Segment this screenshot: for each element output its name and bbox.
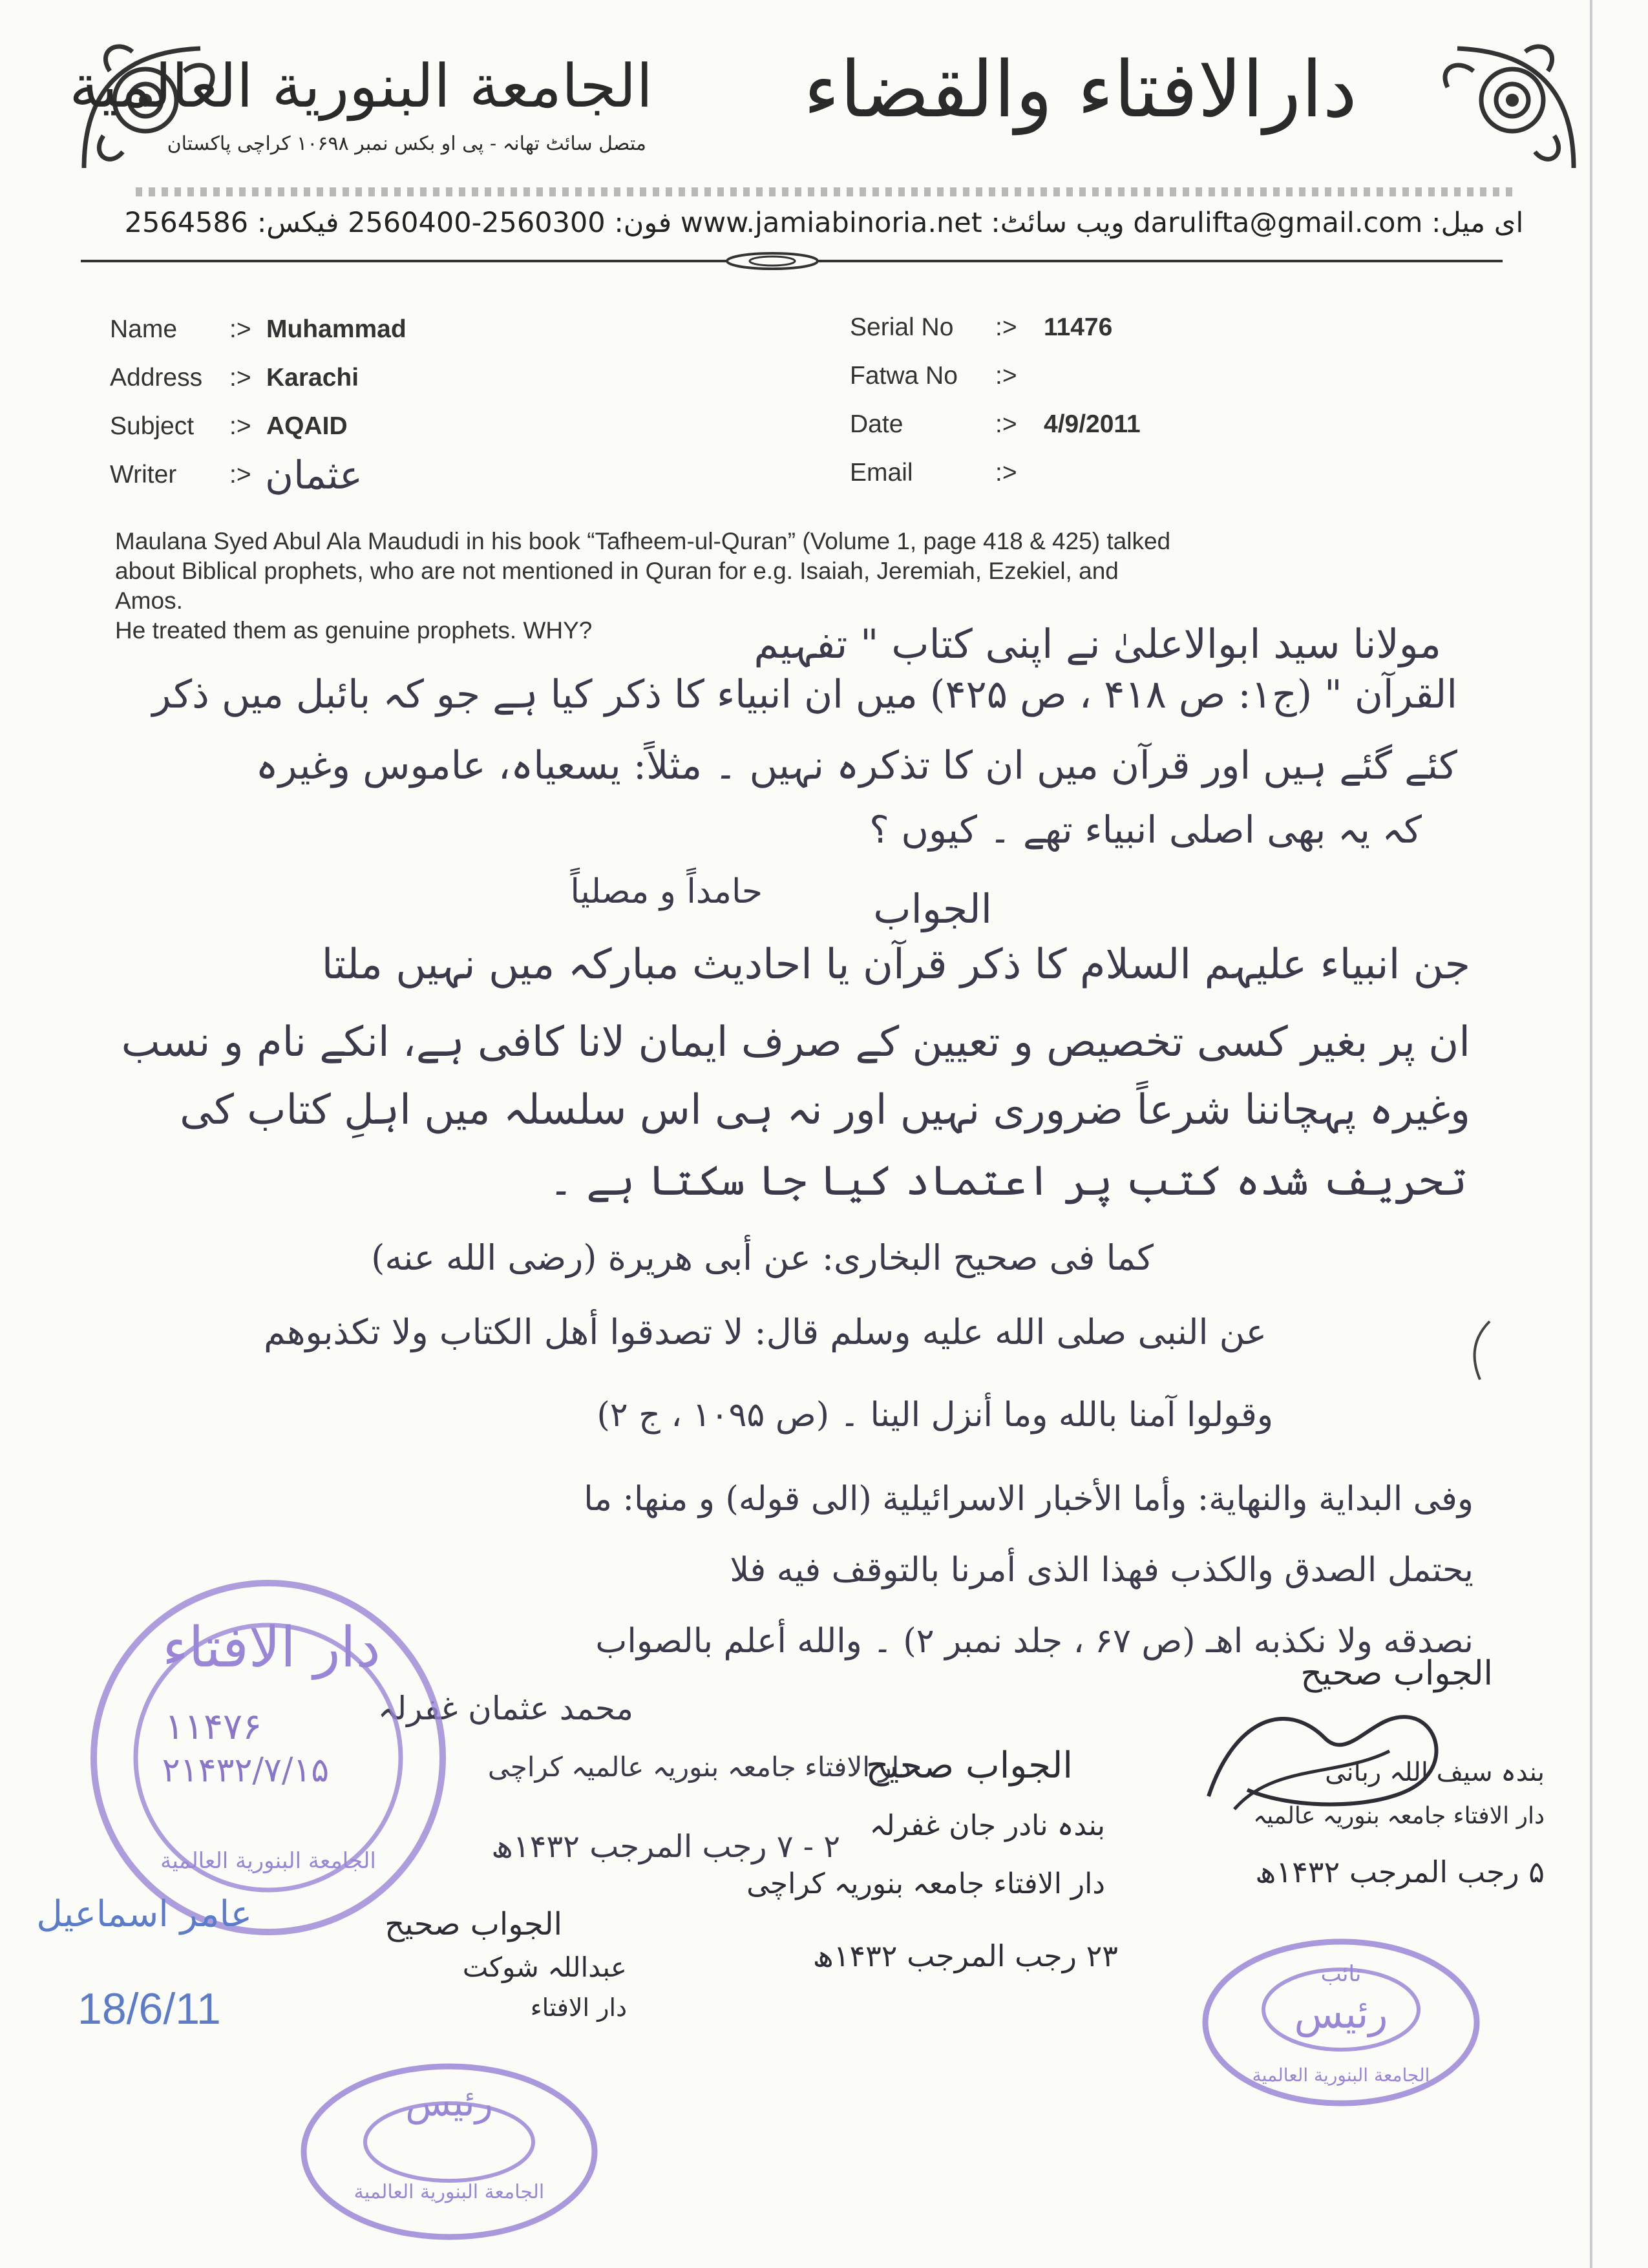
field-separator: :> (229, 315, 251, 343)
margin-mark (1467, 1318, 1493, 1383)
signature-lower-heading: الجواب صحیح (385, 1906, 562, 1942)
question-line: He treated them as genuine prophets. WHY? (115, 617, 593, 644)
answer-line: نصدقه ولا نكذبه اهـ (ص ۶۷ ، جلد نمبر ۲) ۔ والله أعلم بالصواب (595, 1622, 1474, 1661)
letterhead-left-title: الجامعة البنورية العالمية (69, 52, 653, 121)
stamp-raees-left-ring: الجامعة البنورية العالمية (354, 2181, 545, 2203)
page-edge-shadow (1590, 0, 1592, 2268)
field-date-value: 4/9/2011 (1044, 410, 1141, 438)
answer-line: يحتمل الصدق والكذب فهذا الذی أمرنا بالتوقف فيه فلا (730, 1551, 1474, 1590)
field-writer-value: عثمان (265, 453, 363, 498)
question-line: Amos. (115, 587, 183, 614)
answer-line: وغیرہ پہچاننا شرعاً ضروری نہیں اور نہ ہی اس سلسلہ میں اہلِ کتاب کی (180, 1086, 1470, 1134)
question-line: about Biblical prophets, who are not mentioned in Quran for e.g. Isaiah, Jeremiah, Ezekiel, and (115, 558, 1119, 584)
field-fatwa-label: Fatwa No (850, 362, 958, 390)
stamp-large-number: ۱۱۴۷۶ (164, 1706, 262, 1748)
letterhead-left-subtitle: متصل سائٹ تھانہ - پی او بکس نمبر ۱۰۶۹۸ کراچی پاکستان (167, 132, 646, 155)
signature-right-heading: الجواب صحیح (1300, 1654, 1493, 1693)
answer-line: جن انبیاء علیہم السلام کا ذکر قرآن یا احادیث مبارکہ میں نہیں ملتا (321, 941, 1470, 989)
answer-line: ان پر بغیر کسی تخصیص و تعیین کے صرف ایمان لانا کافی ہے، انکے نام و نسب (121, 1018, 1470, 1066)
question-line: Maulana Syed Abul Ala Maududi in his book “Tafheem-ul-Quran” (Volume 1, page 418 & 425) talked (115, 528, 1171, 554)
stamp-large-date: ۲۱۴۳۲/۷/۱۵ (162, 1751, 330, 1790)
field-separator: :> (229, 364, 251, 392)
signature-right-institution: دار الافتاء جامعہ بنوریہ عالمیہ (1253, 1803, 1545, 1829)
field-name (110, 315, 407, 344)
answer-line: عن النبی صلی الله عليه وسلم قال: لا تصدقوا أهل الكتاب ولا تكذبوهم (264, 1312, 1267, 1352)
letterhead-right-title: دارالافتاء والقضاء (803, 45, 1357, 135)
question-urdu-line: القرآن " (ج۱: ص ۴۱۸ ، ص ۴۲۵) میں ان انبیاء کا ذکر کیا ہے جو کہ بائبل میں ذکر (152, 672, 1457, 717)
field-name-label: Name (110, 315, 178, 343)
field-name-value: Muhammad (266, 315, 407, 343)
answer-line: وفی البداية والنهاية: وأما الأخبار الاسرائيلية (الی قوله) و منها: ما (584, 1480, 1474, 1518)
field-fatwa-no (850, 362, 1017, 390)
field-serial-value: 11476 (1044, 313, 1113, 341)
signature-lower-name: عبداللہ شوکت (462, 1951, 627, 1983)
signature-middle-heading: الجواب صحیح (865, 1745, 1073, 1787)
answer-author-institution: دار الافتاء جامعہ بنوریہ عالمیہ کراچی (487, 1751, 911, 1783)
letterhead-decorative-border (136, 187, 1512, 196)
field-separator: :> (229, 461, 251, 488)
stamp-naib-ring: الجامعة البنورية العالمية (1252, 2064, 1430, 2086)
signature-lower-institution: دار الافتاء (530, 1993, 627, 2022)
divider-flourish (717, 249, 827, 273)
answer-line: کما فی صحیح البخاری: عن أبی هريرة (رضی الله عنه) (371, 1237, 1154, 1278)
field-subject (110, 412, 348, 441)
field-writer-label: Writer (110, 461, 177, 488)
stamp-raees-right-label: رئیس (1294, 1990, 1388, 2037)
signature-middle-date: ۲۳ رجب المرجب ۱۴۳۲ھ (812, 1938, 1118, 1973)
answer-author: محمد عثمان غفرلہ (377, 1690, 633, 1727)
field-date (850, 410, 1141, 439)
field-serial-label: Serial No (850, 313, 954, 341)
field-separator: :> (995, 410, 1017, 438)
field-separator: :> (995, 362, 1017, 390)
field-email (850, 459, 1017, 487)
signature-left-date: 18/6/11 (78, 1984, 221, 2033)
answer-heading: الجواب (873, 885, 992, 932)
field-date-label: Date (850, 410, 903, 438)
signature-middle-name: بندہ نادر جان غفرلہ (869, 1809, 1105, 1842)
answer-line: وقولوا آمنا بالله وما أنزل الينا ۔ (ص ۱۰۹۵ ، ج ۲) (597, 1396, 1273, 1434)
signature-right-date: ۵ رجب المرجب ۱۴۳۲ھ (1255, 1854, 1545, 1889)
field-writer (110, 453, 363, 498)
field-address-label: Address (110, 364, 203, 392)
field-serial (850, 313, 1113, 342)
question-urdu-line: کہ یہ بھی اصلی انبیاء تھے ۔ کیوں ؟ (869, 808, 1422, 852)
stamp-large-title: دار الافتاء (162, 1615, 381, 1680)
field-separator: :> (229, 412, 251, 440)
signature-left-scribble: عامر اسماعیل (36, 1893, 252, 1935)
answer-author-date: ۲ - ۷ رجب المرجب ۱۴۳۲ھ (491, 1829, 840, 1865)
corner-ornament-right (1425, 32, 1587, 181)
answer-heading-sub: حامداً و مصلیاً (570, 872, 763, 911)
field-separator: :> (995, 459, 1017, 487)
stamp-large-ring-text: الجامعة البنورية العالمية (160, 1848, 376, 1874)
field-email-label: Email (850, 459, 913, 487)
stamp-naib-label: نائب (1320, 1961, 1362, 1987)
question-urdu-line: مولانا سید ابوالاعلیٰ نے اپنی کتاب " تفہیم (754, 620, 1441, 667)
field-address-value: Karachi (266, 364, 359, 392)
signature-right-name: بندہ سیف اللہ ربانی (1325, 1758, 1545, 1787)
field-subject-value: AQAID (266, 412, 348, 440)
question-urdu-line: کئے گئے ہیں اور قرآن میں ان کا تذکرہ نہیں ۔ مثلاً: یسعیاہ، عاموس وغیرہ (255, 743, 1457, 788)
answer-line: تحریف شدہ کتب پر اعتماد کیا جا سکتا ہے ۔ (549, 1157, 1467, 1205)
signature-middle-institution: دار الافتاء جامعہ بنوریہ کراچی (746, 1867, 1105, 1900)
stamp-raees-left-label: رئیس (405, 2081, 493, 2125)
letterhead-contact-line: ای میل: darulifta@gmail.com ویب سائٹ: www.jamiabinoria.net فون: 2560300-2560400 فیکس: 2564586 (124, 207, 1524, 239)
field-separator: :> (995, 313, 1017, 341)
field-subject-label: Subject (110, 412, 195, 440)
field-address (110, 364, 359, 392)
